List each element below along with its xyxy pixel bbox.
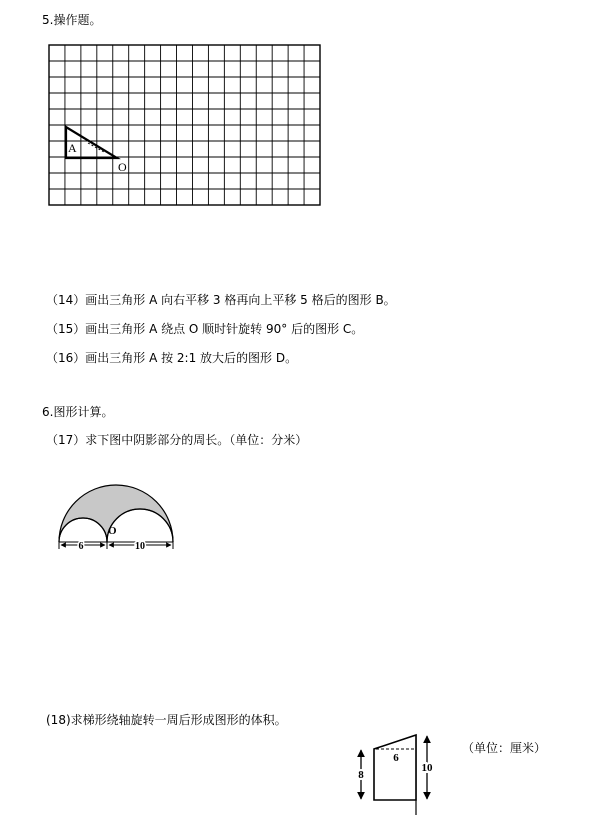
question-15: （15）画出三角形 A 绕点 O 顺时针旋转 90° 后的图形 C。 [46,322,364,336]
question-17: （17）求下图中阴影部分的周长。（单位：分米） [46,433,308,447]
unit-label-18: （单位：厘米） [462,741,547,755]
figure18-dim-10: 10 [421,762,433,774]
grid-lines [49,45,320,205]
figure-17 [59,485,173,549]
section5-heading: 5.操作题。 [42,13,102,27]
section6-heading: 6.图形计算。 [42,405,114,419]
figure17-dim-6: 6 [78,541,84,552]
figure17-point-o: O [108,525,117,537]
question-18: (18)求梯形绕轴旋转一周后形成图形的体积。 [46,713,287,727]
question-16: （16）画出三角形 A 按 2:1 放大后的图形 D。 [46,351,298,365]
figure18-dim-8: 8 [358,769,364,781]
trapezoid [374,735,416,800]
question-14: （14）画出三角形 A 向右平移 3 格再向上平移 5 格后的图形 B。 [46,293,396,307]
figure18-dim-6: 6 [393,752,399,764]
figure-18 [361,735,427,815]
figure17-dim-10: 10 [135,541,145,552]
square-grid [49,45,320,205]
point-o-label: O [118,160,127,174]
triangle-a-label: A [68,141,77,155]
